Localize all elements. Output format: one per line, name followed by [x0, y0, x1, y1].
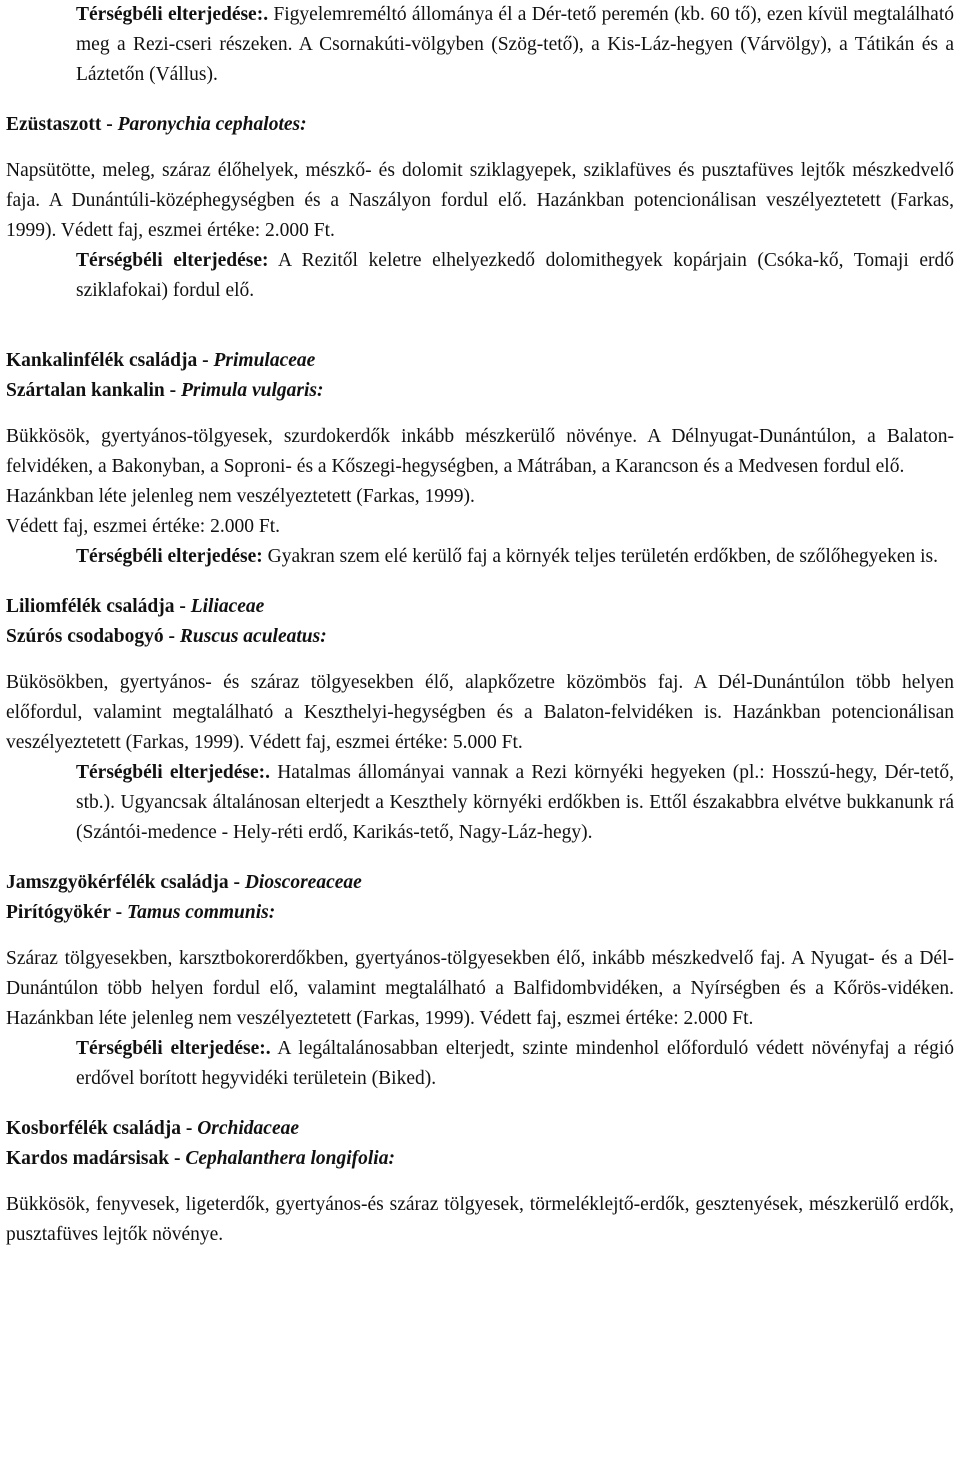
- distribution-tamus: [6, 1034, 954, 1094]
- distribution-ruscus: [6, 758, 954, 848]
- distribution-label: Térségbéli elterjedése:: [76, 250, 269, 271]
- distribution-primula: [6, 542, 954, 572]
- family-heading-orchidaceae: Kosborfélék családja - Orchidaceae: [6, 1118, 300, 1139]
- species-heading-ruscus: Szúrós csodabogyó - Ruscus aculeatus:: [6, 626, 327, 647]
- distribution-paronychia: [6, 246, 954, 306]
- document-page: [6, 0, 954, 1250]
- species-description-tamus: Száraz tölgyesekben, karsztbokorerdőkben, gyertyános-tölgyesekben élő, inkább mészkedvelő faj. A Nyugat- és a Dél-Dunántúlon több helyen fordul elő, valamint megtalálható a Balfidombvidéken, a Nyírségben és a Kőrös-vidéken. Hazánkban léte jelenleg nem veszélyeztetett (Farkas, 1999). Védett faj, eszmei értéke: 2.000 Ft.: [6, 948, 954, 1029]
- species-heading-paronychia: Ezüstaszott - Paronychia cephalotes:: [6, 114, 307, 135]
- species-value-primula: Védett faj, eszmei értéke: 2.000 Ft.: [6, 516, 280, 537]
- family-heading-dioscoreaceae: Jamszgyökérfélék családja - Dioscoreaceae: [6, 872, 362, 893]
- distribution-text: Hatalmas állományai vannak a Rezi környéki hegyeken (pl.: Hosszú-hegy, Dér-tető, stb.). Ugyancsak általánosan elterjedt a Keszthely környéki erdőkben is. Ettől északabbra elvétve bukkanunk rá (Szántói-medence - Hely-réti erdő, Karikás-tető, Nagy-Láz-hegy).: [76, 762, 954, 843]
- distribution-text: Gyakran szem elé kerülő faj a környék teljes területén erdőkben, de szőlőhegyeken is.: [262, 546, 938, 567]
- species-heading-tamus: Pirítógyökér - Tamus communis:: [6, 902, 276, 923]
- family-heading-liliaceae: Liliomfélék családja - Liliaceae: [6, 596, 265, 617]
- intro-distribution: [6, 0, 954, 90]
- distribution-text: Figyelemreméltó állománya él a Dér-tető peremén (kb. 60 tő), ezen kívül megtalálható meg a Rezi-cseri részeken. A Csornakúti-völgyben (Szög-tető), a Kis-Láz-hegyen (Várvölgy), a Tátikán és a Láztetőn (Vállus).: [76, 4, 954, 85]
- distribution-label: Térségbéli elterjedése:: [76, 546, 263, 567]
- species-description-cephalanthera: Bükkösök, fenyvesek, ligeterdők, gyertyános-és száraz tölgyesek, törmeléklejtő-erdők, gesztenyések, mészkerülő erdők, pusztafüves lejtők növénye.: [6, 1194, 954, 1245]
- distribution-text: A legáltalánosabban elterjedt, szinte mindenhol előforduló védett növényfaj a régió erdővel borított hegyvidéki területein (Biked).: [76, 1038, 954, 1089]
- species-description-paronychia: Napsütötte, meleg, száraz élőhelyek, mészkő- és dolomit sziklagyepek, sziklafüves és pusztafüves lejtők mészkedvelő faja. A Dunántúli-középhegységben és a Naszályon fordul elő. Hazánkban potencionálisan veszélyeztetett (Farkas, 1999). Védett faj, eszmei értéke: 2.000 Ft.: [6, 160, 954, 241]
- species-description-ruscus: Bükösökben, gyertyános- és száraz tölgyesekben élő, alapkőzetre közömbös faj. A Dél-Dunántúlon több helyen előfordul, valamint megtalálható a Keszthelyi-hegységben és a Balaton-felvidéken is. Hazánkban potencionálisan veszélyeztetett (Farkas, 1999). Védett faj, eszmei értéke: 5.000 Ft.: [6, 672, 954, 753]
- species-heading-cephalanthera: Kardos madársisak - Cephalanthera longifolia:: [6, 1148, 395, 1169]
- distribution-label: Térségbéli elterjedése:.: [76, 762, 270, 783]
- species-status-primula: Hazánkban léte jelenleg nem veszélyeztetett (Farkas, 1999).: [6, 486, 475, 507]
- species-heading-primula: Szártalan kankalin - Primula vulgaris:: [6, 380, 324, 401]
- species-description-primula: Bükkösök, gyertyános-tölgyesek, szurdokerdők inkább mészkerülő növénye. A Délnyugat-Dunántúlon, a Balaton-felvidéken, a Bakonyban, a Soproni- és a Kőszegi-hegységben, a Mátrában, a Karancson és a Medvesen fordul elő.: [6, 426, 954, 477]
- distribution-label: Térségbéli elterjedése:.: [76, 1038, 271, 1059]
- distribution-label: Térségbéli elterjedése:.: [76, 4, 269, 25]
- distribution-text: A Rezitől keletre elhelyezkedő dolomithegyek kopárjain (Csóka-kő, Tomaji erdő sziklafokai) fordul elő.: [76, 250, 954, 301]
- family-heading-primulaceae: Kankalinfélék családja - Primulaceae: [6, 350, 316, 371]
